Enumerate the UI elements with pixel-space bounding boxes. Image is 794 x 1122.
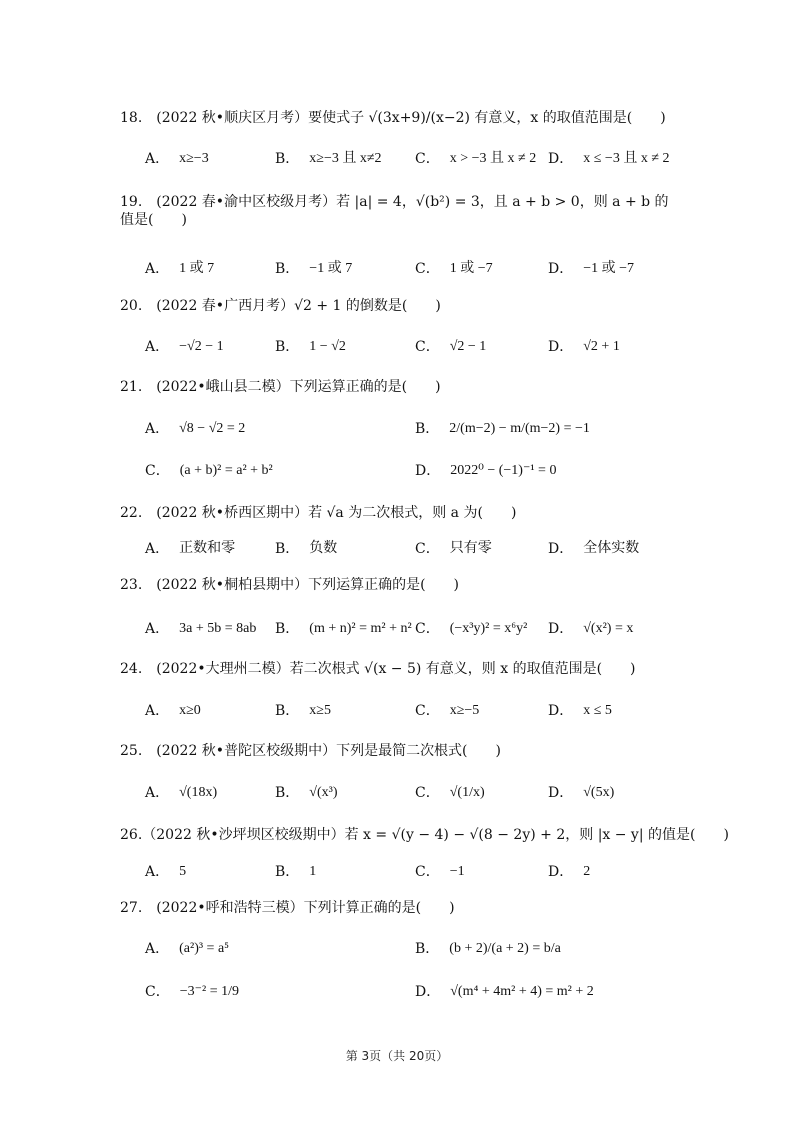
option-text: −1 <box>449 864 465 879</box>
option-text: √(18x) <box>179 785 218 800</box>
option-letter: A． <box>145 785 170 801</box>
option-text: x≥0 <box>179 703 201 718</box>
q20-option-c[interactable] <box>415 338 486 356</box>
option-text: x > −3 且 x ≠ 2 <box>449 151 537 166</box>
option-text: x≥−3 且 x≠2 <box>309 151 382 166</box>
q19-option-b[interactable] <box>275 260 352 278</box>
q24-option-c[interactable] <box>415 702 479 720</box>
q18-option-d[interactable] <box>548 150 670 168</box>
option-text: √(x²) = x <box>583 621 634 636</box>
q20-option-b[interactable] <box>275 338 346 356</box>
option-text: (b + 2)/(a + 2) = b/a <box>449 941 561 956</box>
option-text: √(1/x) <box>449 785 485 800</box>
q24-option-a[interactable] <box>145 702 201 720</box>
option-text: (a + b)² = a² + b² <box>179 463 273 478</box>
option-letter: D． <box>548 151 574 167</box>
option-letter: A． <box>145 339 170 355</box>
option-letter: C． <box>415 703 440 719</box>
option-text: 1 或 7 <box>179 261 215 276</box>
q25-option-c[interactable] <box>415 784 485 802</box>
page-footer: 第 3页（共 20页） <box>345 1049 449 1063</box>
option-letter: A． <box>145 261 170 277</box>
q21-option-b[interactable] <box>415 420 590 438</box>
q26-option-d[interactable] <box>548 863 590 881</box>
option-letter: B． <box>275 703 300 719</box>
option-letter: C． <box>415 785 440 801</box>
option-text: −√2 − 1 <box>179 339 224 354</box>
option-text: 1 或 −7 <box>449 261 493 276</box>
option-letter: B． <box>275 864 300 880</box>
question-24-stem: 24. (2022•大理州二模）若二次根式 √(x − 5) 有意义，则 x 的取值范围是( ) <box>120 661 636 677</box>
option-letter: B． <box>275 151 300 167</box>
q20-option-d[interactable] <box>548 338 620 356</box>
option-letter: C． <box>415 339 440 355</box>
option-text: (m + n)² = m² + n² <box>309 621 412 636</box>
option-text: √2 + 1 <box>583 339 620 354</box>
option-text: √8 − √2 = 2 <box>179 421 246 436</box>
option-text: √2 − 1 <box>449 339 487 354</box>
option-letter: B． <box>275 785 300 801</box>
question-22-stem: 22. (2022 秋•桥西区期中）若 √a 为二次根式，则 a 为( ) <box>120 505 517 521</box>
q25-option-b[interactable] <box>275 784 338 802</box>
option-letter: B． <box>275 261 300 277</box>
question-19-stem: 19. (2022 春•渝中区校级月考）若 |a| = 4，√(b²) = 3，且 a + b > 0，则 a + b 的值是( ) <box>120 194 669 228</box>
q22-option-a[interactable] <box>145 540 235 558</box>
q26-option-c[interactable] <box>415 863 465 881</box>
option-letter: C． <box>145 463 170 479</box>
q23-option-a[interactable] <box>145 620 256 638</box>
option-letter: C． <box>415 261 440 277</box>
option-text: (a²)³ = a⁵ <box>179 941 230 956</box>
option-text: 负数 <box>309 541 338 556</box>
q26-option-b[interactable] <box>275 863 316 881</box>
q22-option-d[interactable] <box>548 540 639 558</box>
option-letter: D． <box>548 864 574 880</box>
option-letter: B． <box>275 621 300 637</box>
q23-option-c[interactable] <box>415 620 527 638</box>
question-21-stem: 21. (2022•峨山县二模）下列运算正确的是( ) <box>120 379 441 395</box>
q22-option-c[interactable] <box>415 540 492 558</box>
option-letter: A． <box>145 621 170 637</box>
option-text: x ≤ 5 <box>583 703 612 718</box>
option-text: −1 或 −7 <box>583 261 635 276</box>
option-letter: D． <box>548 541 574 557</box>
q18-option-a[interactable] <box>145 150 209 168</box>
q19-option-a[interactable] <box>145 260 214 278</box>
option-text: 正数和零 <box>179 541 236 556</box>
q25-option-d[interactable] <box>548 784 614 802</box>
q21-option-a[interactable] <box>145 420 245 438</box>
option-letter: D． <box>548 703 574 719</box>
option-text: 2/(m−2) − m/(m−2) = −1 <box>449 421 590 436</box>
option-letter: A． <box>145 864 170 880</box>
option-letter: A． <box>145 703 170 719</box>
option-text: x≥−5 <box>449 703 480 718</box>
q21-option-c[interactable] <box>145 462 273 480</box>
q25-option-a[interactable] <box>145 784 217 802</box>
option-letter: C． <box>415 621 440 637</box>
q20-option-a[interactable] <box>145 338 224 356</box>
option-letter: B． <box>415 421 440 437</box>
q19-option-c[interactable] <box>415 260 493 278</box>
option-text: 全体实数 <box>583 541 640 556</box>
option-letter: B． <box>415 941 440 957</box>
option-text: 只有零 <box>449 541 492 556</box>
q26-option-a[interactable] <box>145 863 186 881</box>
question-18-stem: 18. (2022 秋•顺庆区月考）要使式子 √(3x+9)/(x−2) 有意义，x 的取值范围是( ) <box>120 110 666 126</box>
q27-option-a[interactable] <box>145 940 229 958</box>
option-letter: A． <box>145 421 170 437</box>
option-letter: D． <box>415 463 441 479</box>
option-letter: C． <box>415 864 440 880</box>
q27-option-c[interactable] <box>145 983 239 1001</box>
q24-option-d[interactable] <box>548 702 612 720</box>
option-text: 5 <box>179 864 187 879</box>
question-27-stem: 27. (2022•呼和浩特三模）下列计算正确的是( ) <box>120 900 455 916</box>
option-text: 1 − √2 <box>309 339 346 354</box>
option-text: √(5x) <box>583 785 615 800</box>
q24-option-b[interactable] <box>275 702 331 720</box>
option-text: x≥−3 <box>179 151 209 166</box>
option-letter: D． <box>548 621 574 637</box>
option-text: (−x³y)² = x⁶y² <box>449 621 528 636</box>
option-letter: B． <box>275 339 300 355</box>
option-letter: C． <box>415 541 440 557</box>
option-text: x ≤ −3 且 x ≠ 2 <box>583 151 670 166</box>
option-letter: D． <box>415 984 441 1000</box>
option-text: √(x³) <box>309 785 338 800</box>
option-letter: C． <box>145 984 170 1000</box>
q27-option-d[interactable] <box>415 983 594 1001</box>
q18-option-b[interactable] <box>275 150 382 168</box>
question-26-stem: 26.（2022 秋•沙坪坝区校级期中）若 x = √(y − 4) − √(8 − 2y) + 2，则 |x − y| 的值是( ) <box>120 827 729 843</box>
option-letter: D． <box>548 261 574 277</box>
option-letter: A． <box>145 541 170 557</box>
q18-option-c[interactable] <box>415 150 536 168</box>
option-letter: B． <box>275 541 300 557</box>
option-letter: A． <box>145 151 170 167</box>
option-letter: D． <box>548 785 574 801</box>
option-text: −3⁻² = 1/9 <box>179 984 239 999</box>
q23-option-d[interactable] <box>548 620 633 638</box>
q27-option-b[interactable] <box>415 940 561 958</box>
option-text: √(m⁴ + 4m² + 4) = m² + 2 <box>450 984 594 999</box>
option-text: −1 或 7 <box>309 261 353 276</box>
question-20-stem: 20. (2022 春•广西月考）√2 + 1 的倒数是( ) <box>120 298 441 314</box>
option-text: 2 <box>583 864 591 879</box>
question-23-stem: 23. (2022 秋•桐柏县期中）下列运算正确的是( ) <box>120 577 459 593</box>
option-letter: A． <box>145 941 170 957</box>
option-text: x≥5 <box>309 703 331 718</box>
option-letter: D． <box>548 339 574 355</box>
option-text: 3a + 5b = 8ab <box>179 621 257 636</box>
q21-option-d[interactable] <box>415 462 556 480</box>
q19-option-d[interactable] <box>548 260 634 278</box>
option-letter: C． <box>415 151 440 167</box>
option-text: 1 <box>309 864 317 879</box>
question-25-stem: 25. (2022 秋•普陀区校级期中）下列是最简二次根式( ) <box>120 743 501 759</box>
option-text: 2022⁰ − (−1)⁻¹ = 0 <box>450 463 557 478</box>
q23-option-b[interactable] <box>275 620 412 638</box>
q22-option-b[interactable] <box>275 540 337 558</box>
